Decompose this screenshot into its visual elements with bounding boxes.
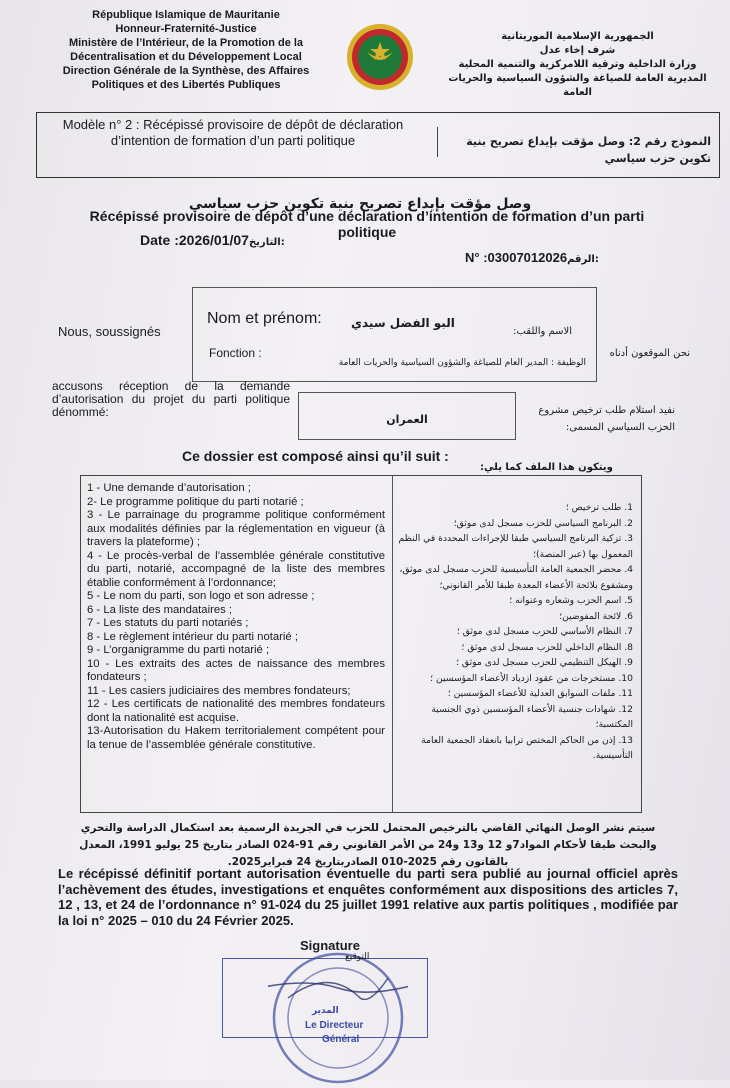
list-item-ar: 11. ملفات السوابق العدلية للأعضاء المؤسسين ؛ — [447, 688, 633, 699]
list-item-ar: 12. شهادات جنسية الأعضاء المؤسسين ذوي الجنسية المكتسبة؛ — [431, 703, 633, 730]
model-divider — [437, 127, 438, 157]
header-ar-line: العامة — [563, 87, 592, 98]
list-item-ar: 1. طلب ترخيص ؛ — [565, 502, 633, 513]
list-item-ar: 3. تزكية البرنامج السياسي طبقا للإجراءات المحددة في النظم المعمول بها (عبر المنصة)؛ — [398, 533, 633, 560]
list-item-ar: 2. البرنامج السياسي للحزب مسجل لدى موثق؛ — [453, 517, 633, 529]
round-stamp-icon — [268, 948, 408, 1088]
dossier-list-box — [80, 475, 642, 813]
national-seal-icon — [345, 22, 415, 92]
stamp-general-fr: Général — [322, 1034, 360, 1045]
number-label-ar: الرقم: — [567, 254, 599, 265]
header-ar-line: وزارة الداخلية وترقية اللامركزية والتنمية المحلية — [458, 59, 697, 70]
list-item: 1 - Une demande d’autorisation ; — [87, 482, 251, 494]
accuse-reception-fr: accusons réception de la demande d’autorisation du projet du parti politique dénommé: — [52, 379, 290, 419]
list-item: 2- Le programme politique du parti notarié ; — [87, 495, 304, 508]
header-fr-line: République Islamique de Mauritanie — [92, 9, 280, 21]
list-item-ar: 7. النظام الأساسي للحزب مسجل لدى موثق ؛ — [456, 626, 633, 637]
list-item-ar: 10. مستخرجات من عقود ازدياد الأعضاء المؤسسين ؛ — [430, 672, 633, 684]
list-item-ar: 8. النظام الداخلي للحزب مسجل لدى موثق ؛ — [461, 641, 633, 653]
model-title-ar: النموذج رقم 2: وصل مؤقت بإيداع تصريح بنية تكوين حزب سياسي — [466, 135, 711, 165]
list-item-ar: 9. الهيكل التنظيمي للحزب مسجل لدى موثق ؛ — [456, 657, 633, 668]
date-line — [140, 232, 285, 248]
function-value-ar: الوظيفة : المدير العام للصياغة والشؤون السياسية والحريات العامة — [338, 358, 586, 368]
dossier-list-ar — [397, 500, 633, 764]
list-item: 11 - Les casiers judiciaires des membres fondateurs; — [87, 684, 351, 697]
identity-box — [192, 287, 597, 382]
dossier-list-fr — [87, 482, 385, 752]
signature-label: Signature — [300, 938, 360, 953]
model-box — [36, 112, 720, 178]
header-fr-line: Décentralisation et du Développement Local — [70, 51, 302, 63]
nous-soussignes: Nous, soussignés — [58, 324, 161, 339]
header-fr-line: Honneur-Fraternité-Justice — [115, 23, 257, 35]
header-arabic — [445, 30, 710, 100]
name-label-ar: الاسم واللقب: — [513, 326, 572, 337]
final-paragraph-fr: Le récépissé définitif portant autorisation éventuelle du parti sera publié au journal officiel après l’achèvement des études, investigations et enquêtes conformément aux dispositions des articles 7, 12 , 13, et 24 de l’ordonnance n° 91-024 du 25 juillet 1991 relative aux partis politiques , modifiée par la loi n° 2025 – 010 du 24 Février 2025. — [58, 866, 678, 928]
name-label: Nom et prénom: — [207, 310, 322, 327]
name-value: البو الفضل سيدي — [351, 316, 455, 330]
header-fr-line: Politiques et des Libertés Publiques — [91, 79, 281, 91]
list-divider — [392, 476, 393, 812]
list-item-ar: 6. لائحة المفوضين؛ — [559, 610, 633, 622]
party-name: العمران — [386, 413, 428, 426]
number-line — [465, 250, 599, 265]
header-french — [52, 8, 320, 92]
date-value: Date :2026/01/07 — [140, 232, 249, 248]
dossier-title-fr: Ce dossier est composé ainsi qu’il suit : — [182, 448, 449, 464]
title-arabic: وصل مؤقت بإيداع تصريح بنية تكوين حزب سياسي — [188, 196, 532, 212]
number-value: N° :03007012026 — [465, 250, 568, 265]
model-title-fr: Modèle n° 2 : Récépissé provisoire de dépôt de déclaration d’intention de formation d’un parti politique — [62, 117, 404, 148]
header-ar-line: شرف إخاء عدل — [539, 45, 616, 56]
list-item: 13-Autorisation du Hakem territorialement compétent pour la tenue de l’assemblée générale constitutive. — [87, 725, 385, 751]
header-fr-line: Direction Générale de la Synthèse, des Affaires — [62, 65, 310, 77]
stamp-director-ar: المدير — [312, 1006, 339, 1016]
list-item: 4 - Le procès-verbal de l’assemblée générale constitutive du parti, notarié, accompagné de la liste des membres établie conformément à l’ordonnance; — [87, 549, 385, 589]
accuse-reception-ar: نفيد استلام طلب ترخيص مشروع الحزب السياسي المسمى: — [538, 405, 675, 433]
list-item: 5 - Le nom du parti, son logo et son adresse ; — [87, 590, 315, 602]
dossier-title-ar: ويتكون هذا الملف كما يلي: — [480, 462, 613, 473]
list-item-ar: 5. اسم الحزب وشعاره وعنوانه ؛ — [509, 595, 633, 606]
header-ar-line: الجمهورية الإسلامية الموريتانية — [501, 31, 654, 42]
list-item: 7 - Les statuts du parti notariés ; — [87, 617, 249, 629]
list-item: 8 - Le règlement intérieur du parti notarié ; — [87, 630, 298, 643]
list-item: 3 - Le parrainage du programme politique conformément aux modalités définies par la réglementation en vigueur (à travers la plateforme) ; — [87, 509, 385, 548]
date-label-ar: التاريخ: — [248, 237, 285, 248]
list-item: 6 - La liste des mandataires ; — [87, 603, 233, 616]
list-item: 9 - L’organigramme du parti notarié ; — [87, 644, 270, 656]
list-item-ar: 4. محضر الجمعية العامة التأسيسية للحزب مسجل لدى موثق، ومشفوع بلائحة الأعضاء المعدة طبقا للأمر القانوني؛ — [399, 564, 633, 591]
header-ar-line: المديرية العامة للصياغة والشؤون السياسية والحريات — [448, 73, 707, 84]
party-name-box — [298, 392, 516, 440]
final-paragraph-ar: سيتم نشر الوصل النهائي القاضي بالترخيص المحتمل للحزب في الجريدة الرسمية بعد استكمال الدراسة والتحري والبحث طبقا لأحكام المواد7و 12 و13 و24 من الأمر القانوني رقم 91-024 الصادر بتاريخ 25 يوليو 1991، المعدل بالقانون رقم 2025-010 الصادربتاريخ 24 فبراير2025. — [79, 822, 657, 868]
list-item: 10 - Les extraits des actes de naissance des membres fondateurs ; — [87, 657, 385, 683]
list-item-ar: 13. إذن من الحاكم المختص ترابيا بانعقاد الجمعية العامة التأسيسية. — [421, 734, 633, 761]
stamp-director-fr: Le Directeur — [305, 1020, 364, 1031]
function-label: Fonction : — [209, 346, 262, 360]
list-item: 12 - Les certificats de nationalité des membres fondateurs dont la nationalité est acquise. — [87, 698, 385, 724]
signature-label-ar: التوقيع — [345, 952, 370, 962]
header-fr-line: Ministère de l’Intérieur, de la Promotion de la — [68, 37, 304, 49]
nous-soussignes-ar: نحن الموقعون أدناه — [609, 348, 690, 359]
title-french: Récépissé provisoire de dépôt d’une déclaration d’intention de formation d’un parti politique — [89, 208, 645, 240]
